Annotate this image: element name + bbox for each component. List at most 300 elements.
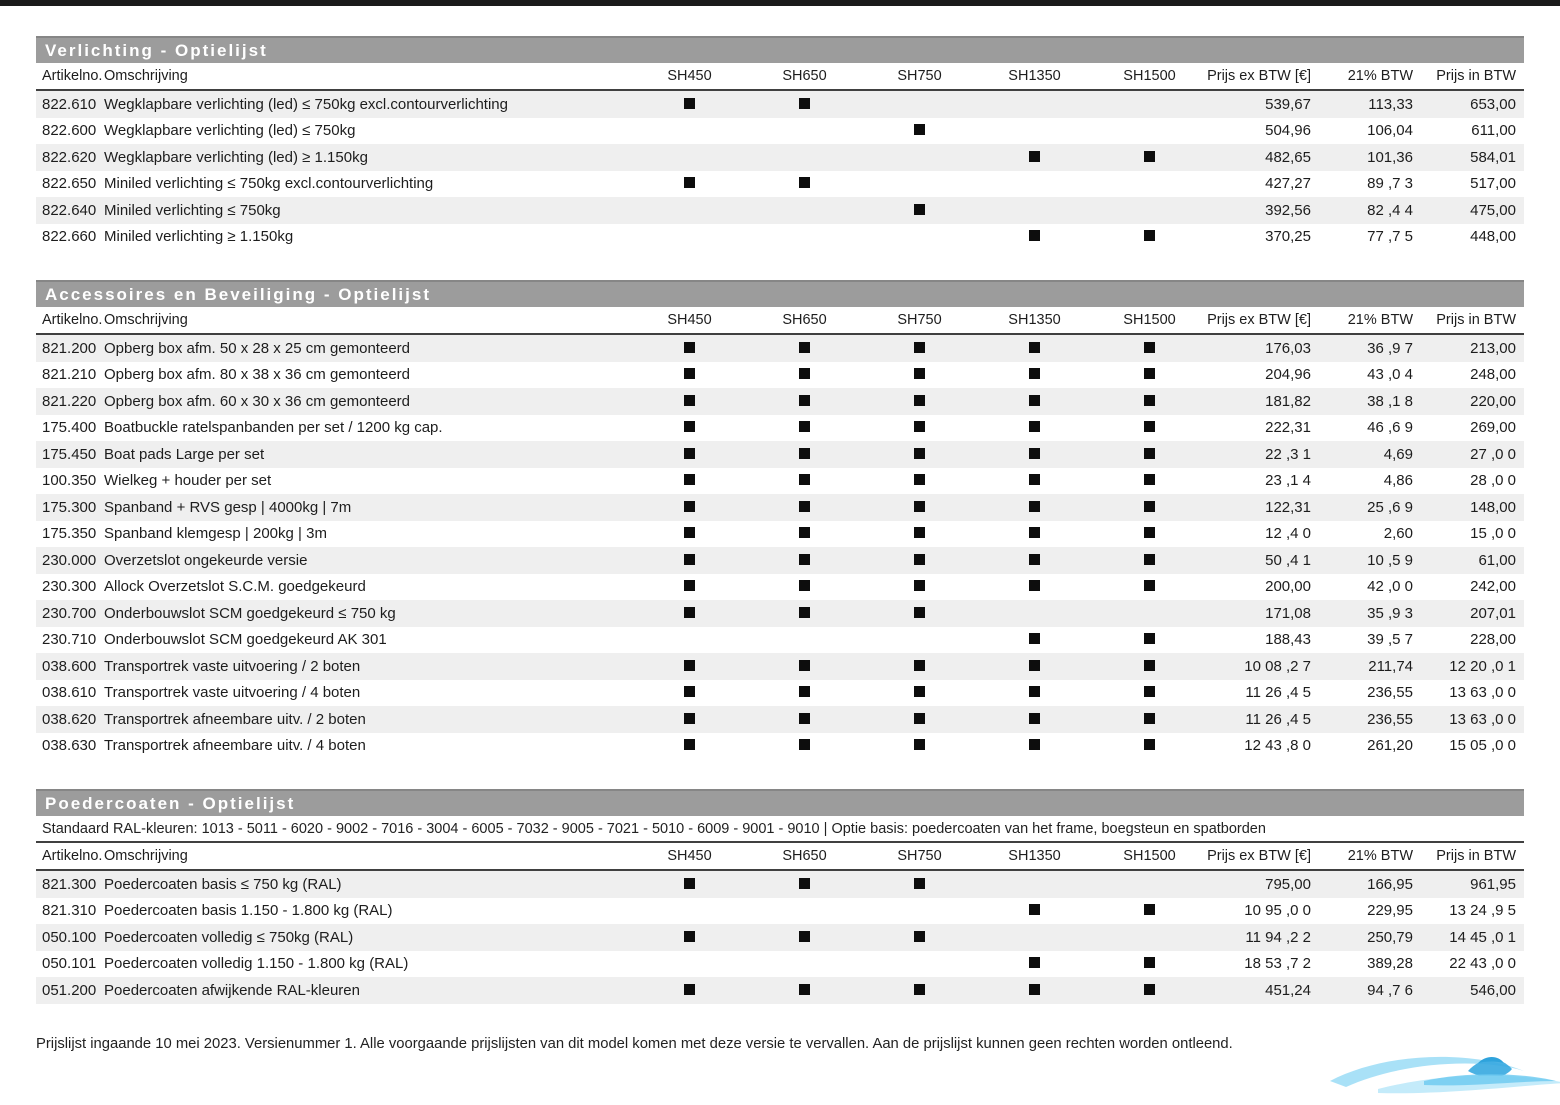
model-check-square (799, 395, 810, 406)
model-check-square (914, 124, 925, 135)
omschrijving-cell: Overzetslot ongekeurde versie (104, 551, 308, 569)
price-in-cell: 220,00 (1470, 392, 1516, 410)
model-cell (1092, 737, 1207, 754)
table-row (36, 441, 1524, 468)
model-cell (632, 982, 747, 999)
price-ex-cell: 188,43 (1265, 631, 1311, 649)
model-check-square (1144, 984, 1155, 995)
price-ex-cell: 122,31 (1265, 498, 1311, 516)
model-check-square (684, 395, 695, 406)
model-check-square (1144, 501, 1155, 512)
model-check-square (914, 580, 925, 591)
model-check-square (799, 448, 810, 459)
omschrijving-cell: Spanband klemgesp | 200kg | 3m (104, 525, 327, 543)
model-cell (632, 419, 747, 436)
model-check-square (1029, 739, 1040, 750)
model-cell (1092, 658, 1207, 675)
model-cell (862, 393, 977, 410)
model-cell (747, 737, 862, 754)
omschrijving-cell: Boatbuckle ratelspanbanden per set / 1200 kg cap. (104, 419, 443, 437)
model-check-square (799, 713, 810, 724)
model-cell (747, 419, 862, 436)
model-cell (632, 446, 747, 463)
model-check-square (1029, 660, 1040, 671)
price-table-section (36, 789, 1524, 1004)
model-check-square (1029, 984, 1040, 995)
model-header: SH1350 (1008, 848, 1061, 864)
artikelno-header: Artikelno. (42, 68, 103, 84)
model-check-square (1144, 713, 1155, 724)
artikelno-cell: 230.000 (42, 551, 97, 569)
price-in-cell: 546,00 (1470, 981, 1516, 999)
artikelno-cell: 050.101 (42, 955, 97, 973)
model-cell (862, 737, 977, 754)
model-check-square (684, 739, 695, 750)
table-row (36, 197, 1524, 224)
omschrijving-cell: Onderbouwslot SCM goedgekeurd AK 301 (104, 631, 387, 649)
model-header: SH450 (667, 312, 712, 328)
price-ex-cell: 10 08 ,2 7 (1244, 657, 1311, 675)
artikelno-cell: 822.610 (42, 95, 97, 113)
btw-cell: 89 ,7 3 (1367, 175, 1413, 193)
model-cell (747, 684, 862, 701)
omschrijving-cell: Miniled verlichting ≤ 750kg excl.contourverlichting (104, 175, 434, 193)
model-cell (632, 876, 747, 893)
price-ex-cell: 795,00 (1265, 875, 1311, 893)
omschrijving-header: Omschrijving (104, 312, 188, 328)
artikelno-cell: 822.600 (42, 122, 97, 140)
model-header: SH650 (782, 68, 827, 84)
artikelno-cell: 821.200 (42, 339, 97, 357)
model-cell (1092, 472, 1207, 489)
price-in-cell: 961,95 (1470, 875, 1516, 893)
model-check-square (799, 474, 810, 485)
omschrijving-header: Omschrijving (104, 848, 188, 864)
price-ex-cell: 204,96 (1265, 366, 1311, 384)
model-cell (632, 472, 747, 489)
model-header: SH750 (897, 848, 942, 864)
price-ex-cell: 200,00 (1265, 578, 1311, 596)
model-check-square (914, 713, 925, 724)
artikelno-cell: 175.450 (42, 445, 97, 463)
model-check-square (914, 878, 925, 889)
model-check-square (1029, 501, 1040, 512)
model-header: SH1500 (1123, 848, 1176, 864)
table-row (36, 653, 1524, 680)
omschrijving-cell: Wielkeg + houder per set (104, 472, 272, 490)
btw-cell: 4,86 (1383, 472, 1413, 490)
price-in-cell: 27 ,0 0 (1470, 445, 1516, 463)
table-row (36, 468, 1524, 495)
artikelno-cell: 821.300 (42, 875, 97, 893)
price-ex-header: Prijs ex BTW [€] (1207, 848, 1311, 864)
price-in-cell: 61,00 (1478, 551, 1516, 569)
model-check-square (799, 580, 810, 591)
price-in-cell: 12 20 ,0 1 (1449, 657, 1516, 675)
model-cell (977, 578, 1092, 595)
model-cell (747, 525, 862, 542)
btw-header: 21% BTW (1347, 848, 1413, 864)
omschrijving-cell: Boat pads Large per set (104, 445, 265, 463)
model-cell (862, 684, 977, 701)
model-cell (747, 175, 862, 192)
artikelno-header: Artikelno. (42, 312, 103, 328)
price-ex-cell: 171,08 (1265, 604, 1311, 622)
price-in-header: Prijs in BTW (1436, 312, 1516, 328)
btw-cell: 250,79 (1367, 928, 1413, 946)
btw-cell: 36 ,9 7 (1367, 339, 1413, 357)
artikelno-cell: 175.300 (42, 498, 97, 516)
model-check-square (684, 98, 695, 109)
model-check-square (1144, 230, 1155, 241)
model-check-square (1144, 474, 1155, 485)
omschrijving-cell: Opberg box afm. 80 x 38 x 36 cm gemonteerd (104, 366, 410, 384)
model-check-square (1029, 686, 1040, 697)
price-in-cell: 207,01 (1470, 604, 1516, 622)
model-check-square (799, 527, 810, 538)
model-check-square (684, 527, 695, 538)
model-cell (1092, 499, 1207, 516)
model-check-square (799, 177, 810, 188)
model-cell (747, 578, 862, 595)
model-cell (862, 929, 977, 946)
model-cell (862, 340, 977, 357)
btw-cell: 236,55 (1367, 710, 1413, 728)
model-check-square (914, 204, 925, 215)
table-row (36, 144, 1524, 171)
model-cell (977, 228, 1092, 245)
price-in-cell: 242,00 (1470, 578, 1516, 596)
model-cell (977, 419, 1092, 436)
model-cell (1092, 982, 1207, 999)
omschrijving-cell: Miniled verlichting ≥ 1.150kg (104, 228, 294, 246)
price-ex-cell: 22 ,3 1 (1265, 445, 1311, 463)
price-ex-cell: 392,56 (1265, 201, 1311, 219)
model-cell (862, 876, 977, 893)
model-cell (632, 658, 747, 675)
omschrijving-cell: Wegklapbare verlichting (led) ≤ 750kg excl.contourverlichting (104, 95, 508, 113)
price-in-cell: 517,00 (1470, 175, 1516, 193)
model-check-square (914, 660, 925, 671)
model-check-square (799, 501, 810, 512)
model-cell (977, 737, 1092, 754)
artikelno-header: Artikelno. (42, 848, 103, 864)
artikelno-cell: 175.350 (42, 525, 97, 543)
table-row (36, 924, 1524, 951)
column-header-row (36, 843, 1524, 871)
price-in-header: Prijs in BTW (1436, 848, 1516, 864)
model-header: SH450 (667, 68, 712, 84)
model-cell (1092, 340, 1207, 357)
btw-cell: 43 ,0 4 (1367, 366, 1413, 384)
model-cell (862, 552, 977, 569)
omschrijving-cell: Poedercoaten basis 1.150 - 1.800 kg (RAL) (104, 902, 393, 920)
btw-cell: 42 ,0 0 (1367, 578, 1413, 596)
model-cell (977, 658, 1092, 675)
price-in-header: Prijs in BTW (1436, 68, 1516, 84)
btw-cell: 4,69 (1383, 445, 1413, 463)
model-cell (1092, 955, 1207, 972)
model-cell (747, 472, 862, 489)
model-check-square (1144, 368, 1155, 379)
table-row (36, 627, 1524, 654)
model-cell (977, 366, 1092, 383)
btw-cell: 35 ,9 3 (1367, 604, 1413, 622)
table-row (36, 494, 1524, 521)
model-cell (747, 876, 862, 893)
model-cell (747, 393, 862, 410)
btw-cell: 229,95 (1367, 902, 1413, 920)
model-cell (632, 96, 747, 113)
price-ex-cell: 222,31 (1265, 419, 1311, 437)
model-check-square (914, 554, 925, 565)
model-check-square (684, 342, 695, 353)
price-ex-cell: 11 94 ,2 2 (1245, 928, 1311, 946)
omschrijving-cell: Transportrek vaste uitvoering / 2 boten (104, 657, 361, 675)
model-check-square (684, 474, 695, 485)
model-check-square (1144, 739, 1155, 750)
model-cell (977, 982, 1092, 999)
model-check-square (799, 607, 810, 618)
table-row (36, 871, 1524, 898)
model-cell (977, 631, 1092, 648)
table-row (36, 335, 1524, 362)
table-row (36, 415, 1524, 442)
btw-cell: 39 ,5 7 (1367, 631, 1413, 649)
model-header: SH450 (667, 848, 712, 864)
btw-cell: 101,36 (1367, 148, 1413, 166)
artikelno-cell: 038.630 (42, 737, 97, 755)
model-cell (1092, 366, 1207, 383)
model-cell (862, 499, 977, 516)
model-check-square (1144, 660, 1155, 671)
btw-cell: 211,74 (1368, 657, 1413, 675)
price-ex-cell: 504,96 (1265, 122, 1311, 140)
model-cell (747, 446, 862, 463)
omschrijving-cell: Poedercoaten volledig ≤ 750kg (RAL) (104, 928, 354, 946)
table-row (36, 733, 1524, 760)
model-check-square (1144, 686, 1155, 697)
table-row (36, 706, 1524, 733)
model-cell (632, 525, 747, 542)
artikelno-cell: 175.400 (42, 419, 97, 437)
model-check-square (1144, 448, 1155, 459)
model-header: SH1350 (1008, 312, 1061, 328)
price-ex-cell: 23 ,1 4 (1265, 472, 1311, 490)
model-cell (977, 393, 1092, 410)
model-cell (632, 175, 747, 192)
btw-cell: 82 ,4 4 (1367, 201, 1413, 219)
model-cell (862, 658, 977, 675)
model-cell (1092, 446, 1207, 463)
table-row (36, 574, 1524, 601)
model-cell (862, 202, 977, 219)
model-check-square (684, 878, 695, 889)
price-in-cell: 15 ,0 0 (1470, 525, 1516, 543)
model-cell (977, 525, 1092, 542)
section-title: Verlichting - Optielijst (36, 36, 1524, 63)
model-check-square (914, 686, 925, 697)
model-check-square (1029, 580, 1040, 591)
table-row (36, 977, 1524, 1004)
price-ex-cell: 427,27 (1265, 175, 1311, 193)
model-check-square (914, 931, 925, 942)
artikelno-cell: 100.350 (42, 472, 97, 490)
model-check-square (1144, 342, 1155, 353)
btw-cell: 261,20 (1367, 737, 1413, 755)
price-ex-header: Prijs ex BTW [€] (1207, 68, 1311, 84)
model-check-square (684, 607, 695, 618)
tables (36, 36, 1524, 1004)
btw-cell: 2,60 (1383, 525, 1413, 543)
model-check-square (1029, 713, 1040, 724)
page-content (36, 36, 1524, 1052)
model-check-square (684, 984, 695, 995)
btw-cell: 25 ,6 9 (1367, 498, 1413, 516)
wave-logo-icon (1328, 1041, 1560, 1105)
artikelno-cell: 821.210 (42, 366, 97, 384)
model-cell (977, 446, 1092, 463)
footer-disclaimer: Prijslijst ingaande 10 mei 2023. Versienummer 1. Alle voorgaande prijslijsten van dit model komen met deze versie te vervallen. Aan de prijslijst kunnen geen rechten worden ontleend. (36, 1035, 1233, 1052)
model-check-square (684, 660, 695, 671)
btw-header: 21% BTW (1347, 68, 1413, 84)
btw-cell: 46 ,6 9 (1367, 419, 1413, 437)
price-in-cell: 14 45 ,0 1 (1449, 928, 1516, 946)
model-check-square (914, 739, 925, 750)
artikelno-cell: 821.220 (42, 392, 97, 410)
model-check-square (1144, 395, 1155, 406)
model-check-square (799, 739, 810, 750)
table-row (36, 388, 1524, 415)
btw-header: 21% BTW (1347, 312, 1413, 328)
model-cell (632, 684, 747, 701)
omschrijving-cell: Allock Overzetslot S.C.M. goedgekeurd (104, 578, 366, 596)
model-check-square (1029, 395, 1040, 406)
column-header-row (36, 63, 1524, 91)
price-in-cell: 22 43 ,0 0 (1449, 955, 1516, 973)
price-in-cell: 475,00 (1470, 201, 1516, 219)
table-row (36, 224, 1524, 251)
model-check-square (1029, 957, 1040, 968)
price-in-cell: 611,00 (1471, 122, 1516, 140)
model-cell (632, 605, 747, 622)
price-ex-cell: 176,03 (1265, 339, 1311, 357)
price-ex-header: Prijs ex BTW [€] (1207, 312, 1311, 328)
model-check-square (1144, 957, 1155, 968)
model-check-square (684, 448, 695, 459)
model-cell (862, 472, 977, 489)
omschrijving-cell: Wegklapbare verlichting (led) ≤ 750kg (104, 122, 356, 140)
section-subtitle: Standaard RAL-kleuren: 1013 - 5011 - 6020 - 9002 - 7016 - 3004 - 6005 - 7032 - 9005 - 7021 - 5010 - 6009 - 9001 - 9010 | Optie basis: poedercoaten van het frame, boegsteun en spatborden (36, 816, 1524, 843)
model-cell (632, 737, 747, 754)
model-check-square (1144, 580, 1155, 591)
top-border-bar (0, 0, 1560, 6)
artikelno-cell: 038.600 (42, 657, 97, 675)
model-check-square (1029, 342, 1040, 353)
price-in-cell: 653,00 (1470, 95, 1516, 113)
artikelno-cell: 822.650 (42, 175, 97, 193)
model-check-square (799, 421, 810, 432)
artikelno-cell: 230.710 (42, 631, 97, 649)
model-check-square (684, 421, 695, 432)
model-cell (977, 472, 1092, 489)
model-cell (632, 366, 747, 383)
model-check-square (684, 713, 695, 724)
model-cell (747, 366, 862, 383)
omschrijving-cell: Miniled verlichting ≤ 750kg (104, 201, 281, 219)
model-cell (632, 929, 747, 946)
model-cell (1092, 525, 1207, 542)
omschrijving-cell: Onderbouwslot SCM goedgekeurd ≤ 750 kg (104, 604, 396, 622)
model-cell (862, 419, 977, 436)
model-check-square (1029, 554, 1040, 565)
model-check-square (1144, 151, 1155, 162)
model-cell (977, 552, 1092, 569)
model-check-square (1144, 633, 1155, 644)
model-cell (632, 711, 747, 728)
model-cell (862, 605, 977, 622)
price-ex-cell: 10 95 ,0 0 (1244, 902, 1311, 920)
btw-cell: 10 ,5 9 (1367, 551, 1413, 569)
model-cell (977, 149, 1092, 166)
table-row (36, 951, 1524, 978)
model-check-square (1144, 527, 1155, 538)
artikelno-cell: 230.700 (42, 604, 97, 622)
model-cell (747, 96, 862, 113)
model-cell (1092, 552, 1207, 569)
model-cell (747, 552, 862, 569)
model-check-square (799, 554, 810, 565)
btw-cell: 236,55 (1367, 684, 1413, 702)
artikelno-cell: 822.660 (42, 228, 97, 246)
btw-cell: 166,95 (1367, 875, 1413, 893)
model-check-square (1144, 904, 1155, 915)
model-cell (1092, 228, 1207, 245)
price-ex-cell: 50 ,4 1 (1265, 551, 1311, 569)
model-cell (862, 982, 977, 999)
model-check-square (799, 984, 810, 995)
table-row (36, 600, 1524, 627)
omschrijving-header: Omschrijving (104, 68, 188, 84)
price-ex-cell: 12 ,4 0 (1265, 525, 1311, 543)
model-cell (1092, 711, 1207, 728)
model-cell (747, 711, 862, 728)
price-in-cell: 248,00 (1470, 366, 1516, 384)
model-cell (1092, 684, 1207, 701)
btw-cell: 94 ,7 6 (1367, 981, 1413, 999)
omschrijving-cell: Wegklapbare verlichting (led) ≥ 1.150kg (104, 148, 368, 166)
model-cell (632, 340, 747, 357)
model-check-square (1029, 904, 1040, 915)
table-row (36, 118, 1524, 145)
model-check-square (1029, 448, 1040, 459)
price-ex-cell: 11 26 ,4 5 (1245, 684, 1311, 702)
model-check-square (799, 368, 810, 379)
model-cell (747, 340, 862, 357)
model-check-square (914, 527, 925, 538)
omschrijving-cell: Transportrek vaste uitvoering / 4 boten (104, 684, 361, 702)
model-check-square (799, 878, 810, 889)
model-cell (1092, 149, 1207, 166)
model-check-square (684, 580, 695, 591)
model-header: SH650 (782, 312, 827, 328)
model-cell (977, 955, 1092, 972)
model-check-square (914, 342, 925, 353)
model-check-square (684, 501, 695, 512)
price-ex-cell: 18 53 ,7 2 (1244, 955, 1311, 973)
artikelno-cell: 038.620 (42, 710, 97, 728)
price-in-cell: 584,01 (1470, 148, 1516, 166)
